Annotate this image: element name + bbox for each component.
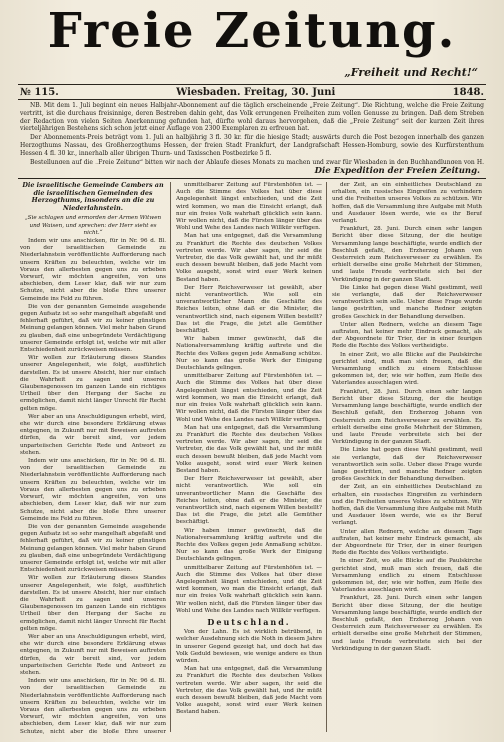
article-paragraph: Die von der genannten Gemeinde ausgehende gegen Aufsatz ist so sehr mangelhaft abgefaßt und fehlerhaft geführt, daß wir zu keiner günstigen Meinung gelangen können. Viel mehr haben Grund zu glauben, daß eine unbegründete Verdächtigung unserer Gemeinde erfolgt ist, welche wir mit aller Entschiedenheit zurückweisen müssen. — [20, 303, 166, 354]
column-divider — [326, 182, 327, 732]
article-paragraph: Die Linke hat gegen diese Wahl gestimmt, weil sie verlangte, daß der Reichsverweser verantwortlich sein solle. Ueber diese Frage wurde lange gestritten, und manche Redner zeigten großes Geschick in der Behandlung derselben. — [332, 447, 482, 483]
article-paragraph: Indem wir uns anschicken, für in Nr. 96 d. Bl. von der israelitischen Gemeinde zu Niederlahnstein veröffentlichte Aufforderung nach unsern Kräften zu beleuchten, welche wir im Voraus den allerbesten gegen uns zu erbeben Vorwurf, wir möchten angreifen, von uns abschieben, dem Leser klar, daß wir nur zum Schutze, nicht aber die bloße Ehre unserer — [20, 678, 166, 734]
article-paragraph: Unter allen Rednern, welche an diesem Tage auftraten, hat keiner mehr Eindruck gemacht, als der Abgeordnete für Trier, der in einer feurigen Rede die Rechte des Volkes vertheidigte. — [332, 528, 482, 557]
issue-year: 1848. — [452, 86, 484, 98]
article-paragraph: Wir haben immer gewünscht, daß die Nationalversammlung kräftig auftrete und die Rechte des Volkes gegen jede Anmaßung schütze. Nur so kann das große Werk der Einigung Deutschlands gelingen. — [176, 527, 322, 563]
article-paragraph: Frankfurt, 28. Juni. Durch einen sehr langen Bericht über diese Sitzung, der die heutige Versammlung lange beschäftigte, wurde endlich der Beschluß gefaßt, den Erzherzog Johann von Oesterreich zum Reichsverweser zu erwählen. Es erhielt derselbe eine große Mehrheit der Stimmen, und laute Freude verbreitete sich bei der Verkündigung in der ganzen Stadt. — [332, 388, 482, 446]
article-paragraph: Der Herr Reichsverweser ist gewählt, aber nicht verantwortlich. Wie soll ein unverantwortlicher Mann die Geschäfte des Reiches leiten, ohne daß er die Minister, die verantwortlich sind, nach eigenem Willen bestellt? Das ist die Frage, die jetzt alle Gemüther beschäftigt. — [176, 284, 322, 335]
article-paragraph: unmittelbarer Zeitung auf Fürstenhöfen ist. — Auch die Stimme des Volkes hat über diese Angelegenheit längst entschieden, und die Zeit wird kommen, wo man die Einsicht erlangt, daß nur ein freies Volk wahrhaft glücklich sein kann. Wir wollen nicht, daß die Fürsten länger über das Wohl und Wehe des Landes nach Willkür verfügen. — [176, 373, 322, 423]
article-paragraph: Die von der genannten Gemeinde ausgehende gegen Aufsatz ist so sehr mangelhaft abgefaßt und fehlerhaft geführt, daß wir zu keiner günstigen Meinung gelangen können. Viel mehr haben Grund zu glauben, daß eine unbegründete Verdächtigung unserer Gemeinde erfolgt ist, welche wir mit aller Entschiedenheit zurückweisen müssen. — [20, 523, 166, 574]
article-paragraph: der Zeit, an ein einheitliches Deutschland zu erhalten, ein russisches Eingreifen zu verhindern und die Freiheiten unseres Volkes zu schützen. Wir hoffen, daß die Versammlung ihre Aufgabe mit Muth und Ausdauer lösen werde, wie es ihr Beruf verlangt. — [332, 182, 482, 225]
article-paragraph: Frankfurt, 28. Juni. Durch einen sehr langen Bericht über diese Sitzung, der die heutige Versammlung lange beschäftigte, wurde endlich der Beschluß gefaßt, den Erzherzog Johann von Oesterreich zum Reichsverweser zu erwählen. Es erhielt derselbe eine große Mehrheit der Stimmen, und laute Freude verbreitete sich bei der Verkündigung in der ganzen Stadt. — [332, 595, 482, 652]
notice-paragraph: Der Abonnements-Preis beträgt vom 1. Juli an halbjährig 3 fl. 30 kr. für die hiesige Stadt; auswärts durch die Post bezogen innerhalb des ganzen Herzogthums Nassau, des Großherzogthums Hessen, der freien Stadt Frankfurt, der Landgrafschaft Hessen-Homburg, sowie des Kurfürstenthum Hessen 4 fl. 30 kr., innerhalb aller übrigen Thurn- und Taxisschen Postbezirke 5 fl. — [20, 134, 484, 157]
article-paragraph: Man hat uns entgegnet, daß die Versammlung zu Frankfurt die Rechte des deutschen Volkes vertreten werde. Wir aber sagen, ihr seid die Vertreter, die das Volk gewählt hat, und ihr müßt euch dessen bewußt bleiben, daß jede Macht vom Volke ausgeht, sonst wird euer Werk keinen Bestand haben. — [176, 424, 322, 474]
article-paragraph: In einer Zeit, wo alle Blicke auf die Paulskirche gerichtet sind, muß man sich freuen, daß die Versammlung endlich zu einem Entschlusse gekommen ist, der, wie wir hoffen, zum Heile des Vaterlandes ausschlagen wird. — [332, 558, 482, 594]
place-date: Wiesbaden. Freitag, 30. Juni — [176, 86, 336, 98]
article-paragraph: Wir wollen zur Erläuterung dieses Standes unserer Angelegenheit, wie folgt, ausführlich darstellen. Es ist unsere Absicht, hier nur einfach die Wahrheit zu sagen und unseren Glaubensgenossen im ganzen Lande ein richtiges Urtheil über den Hergang der Sache zu ermöglichen, damit nicht länger Unrecht für Recht gelten möge. — [20, 575, 166, 632]
article-paragraph: der Zeit, an ein einheitliches Deutschland zu erhalten, ein russisches Eingreifen zu verhindern und die Freiheiten unseres Volkes zu schützen. Wir hoffen, daß die Versammlung ihre Aufgabe mit Muth und Ausdauer lösen werde, wie es ihr Beruf verlangt. — [332, 484, 482, 527]
column-left — [20, 182, 166, 734]
article-paragraph: Wir wollen zur Erläuterung dieses Standes unserer Angelegenheit, wie folgt, ausführlich darstellen. Es ist unsere Absicht, hier nur einfach die Wahrheit zu sagen und unseren Glaubensgenossen im ganzen Lande ein richtiges Urtheil über den Hergang der Sache zu ermöglichen, damit nicht länger Unrecht für Recht gelten möge. — [20, 355, 166, 412]
article-motto: „Sie schlagen und ermorden der Armen Witwen und Waisen, und sprechen: der Herr sieht es nicht.“ — [24, 215, 162, 236]
article-paragraph: Wir haben immer gewünscht, daß die Nationalversammlung kräftig auftrete und die Rechte des Volkes gegen jede Anmaßung schütze. Nur so kann das große Werk der Einigung Deutschlands gelingen. — [176, 336, 322, 372]
masthead-title: Freie Zeitung. — [47, 3, 457, 59]
article-paragraph: Von der Lahn. Es ist wirklich betrübend, in welcher Ausdehnung sich die Noth in diesem Jahre in unserer Gegend gezeigt hat, und doch hat das Volk Geduld bewiesen, wie wenige andere es thun würden. — [176, 629, 322, 664]
column-middle — [176, 182, 322, 734]
dateline — [18, 84, 486, 100]
issue-number: № 115. — [20, 86, 59, 98]
article-paragraph: unmittelbarer Zeitung auf Fürstenhöfen ist. — Auch die Stimme des Volkes hat über diese Angelegenheit längst entschieden, und die Zeit wird kommen, wo man die Einsicht erlangt, daß nur ein freies Volk wahrhaft glücklich sein kann. Wir wollen nicht, daß die Fürsten länger über das Wohl und Wehe des Landes nach Willkür verfügen. — [176, 564, 322, 614]
article-paragraph: Unter allen Rednern, welche an diesem Tage auftraten, hat keiner mehr Eindruck gemacht, als der Abgeordnete für Trier, der in einer feurigen Rede die Rechte des Volkes vertheidigte. — [332, 321, 482, 350]
subscription-notice — [20, 102, 484, 164]
article-paragraph: unmittelbarer Zeitung auf Fürstenhöfen ist. — Auch die Stimme des Volkes hat über diese Angelegenheit längst entschieden, und die Zeit wird kommen, wo man die Einsicht erlangt, daß nur ein freies Volk wahrhaft glücklich sein kann. Wir wollen nicht, daß die Fürsten länger über das Wohl und Wehe des Landes nach Willkür verfügen. — [176, 182, 322, 232]
masthead-motto: „Freiheit und Recht!“ — [344, 66, 478, 79]
article-headline: Die israelitische Gemeinde Cambers an die israelitischen Gemeinden des Herzogthums, insonders an die zu Niederlahnstein. — [22, 182, 164, 212]
article-paragraph: Wer aber an uns Anschuldigungen erhebt, wird, ehe wir durch eine besondere Erklärung etwas entgegnen, in Zukunft nur mit Beweisen auftreten dürfen, da wir bereit sind, vor jedem unparteiischen Gerichte Rede und Antwort zu stehen. — [20, 413, 166, 456]
expedition-signature: Die Expedition der Freien Zeitung. — [314, 166, 480, 176]
article-paragraph: In einer Zeit, wo alle Blicke auf die Paulskirche gerichtet sind, muß man sich freuen, daß die Versammlung endlich zu einem Entschlusse gekommen ist, der, wie wir hoffen, zum Heile des Vaterlandes ausschlagen wird. — [332, 351, 482, 387]
article-paragraph: Man hat uns entgegnet, daß die Versammlung zu Frankfurt die Rechte des deutschen Volkes vertreten werde. Wir aber sagen, ihr seid die Vertreter, die das Volk gewählt hat, und ihr müßt euch dessen bewußt bleiben, daß jede Macht vom Volke ausgeht, sonst wird euer Werk keinen Bestand haben. — [176, 233, 322, 283]
article-paragraph: Man hat uns entgegnet, daß die Versammlung zu Frankfurt die Rechte des deutschen Volkes vertreten werde. Wir aber sagen, ihr seid die Vertreter, die das Volk gewählt hat, und ihr müßt euch dessen bewußt bleiben, daß jede Macht vom Volke ausgeht, sonst wird euer Werk keinen Bestand haben. — [176, 666, 322, 716]
article-paragraph: Indem wir uns anschicken, für in Nr. 96 d. Bl. von der israelitischen Gemeinde zu Niederlahnstein veröffentlichte Aufforderung nach unsern Kräften zu beleuchten, welche wir im Voraus den allerbesten gegen uns zu erbeben Vorwurf, wir möchten angreifen, von uns abschieben, dem Leser klar, daß wir nur zum Schutze, nicht aber die bloße Ehre unserer Gemeinde ins Feld zu führen. — [20, 237, 166, 302]
notice-paragraph: Bestellungen auf die „Freie Zeitung“ bitten wir nach der Ablaufe dieses Monats zu machen und zwar für Wiesbaden in den Buchhandlungen von H. — [30, 158, 484, 164]
article-paragraph: Wer aber an uns Anschuldigungen erhebt, wird, ehe wir durch eine besondere Erklärung etwas entgegnen, in Zukunft nur mit Beweisen auftreten dürfen, da wir bereit sind, vor jedem unparteiischen Gerichte Rede und Antwort zu stehen. — [20, 633, 166, 676]
article-paragraph: Der Herr Reichsverweser ist gewählt, aber nicht verantwortlich. Wie soll ein unverantwortlicher Mann die Geschäfte des Reiches leiten, ohne daß er die Minister, die verantwortlich sind, nach eigenem Willen bestellt? Das ist die Frage, die jetzt alle Gemüther beschäftigt. — [176, 476, 322, 526]
section-rule — [18, 178, 486, 179]
article-paragraph: Frankfurt, 28. Juni. Durch einen sehr langen Bericht über diese Sitzung, der die heutige Versammlung lange beschäftigte, wurde endlich der Beschluß gefaßt, den Erzherzog Johann von Oesterreich zum Reichsverweser zu erwählen. Es erhielt derselbe eine große Mehrheit der Stimmen, und laute Freude verbreitete sich bei der Verkündigung in der ganzen Stadt. — [332, 226, 482, 283]
column-right — [332, 182, 482, 734]
column-divider — [170, 182, 171, 732]
section-heading: Deutschland. — [207, 616, 291, 627]
notice-paragraph: NB. Mit dem 1. Juli beginnt ein neues Halbjahr-Abonnement auf die täglich erscheinende „Freie Zeitung“. Die Richtung, welche die Freie Zeitung vertritt, ist die durchaus freisinnige, deren Bestreben dahin geht, das Volk errungenen Freiheiten zum vollen Genusse zu bringen. Daß dem Streben der Redaction von vielen Seiten Anerkennung gefunden hat, dürfte wohl daraus hervorgehen, daß die „Freie Zeitung“ seit der kurzen Zeit ihres vierteljährigen Bestehens sich schon jetzt einer Auflage von 2300 Exemplaren zu erfreuen hat. — [20, 102, 484, 133]
article-paragraph: Die Linke hat gegen diese Wahl gestimmt, weil sie verlangte, daß der Reichsverweser verantwortlich sein solle. Ueber diese Frage wurde lange gestritten, und manche Redner zeigten großes Geschick in der Behandlung derselben. — [332, 284, 482, 320]
article-paragraph: Indem wir uns anschicken, für in Nr. 96 d. Bl. von der israelitischen Gemeinde zu Niederlahnstein veröffentlichte Aufforderung nach unsern Kräften zu beleuchten, welche wir im Voraus den allerbesten gegen uns zu erbeben Vorwurf, wir möchten angreifen, von uns abschieben, dem Leser klar, daß wir nur zum Schutze, nicht aber die bloße Ehre unserer Gemeinde ins Feld zu führen. — [20, 458, 166, 522]
